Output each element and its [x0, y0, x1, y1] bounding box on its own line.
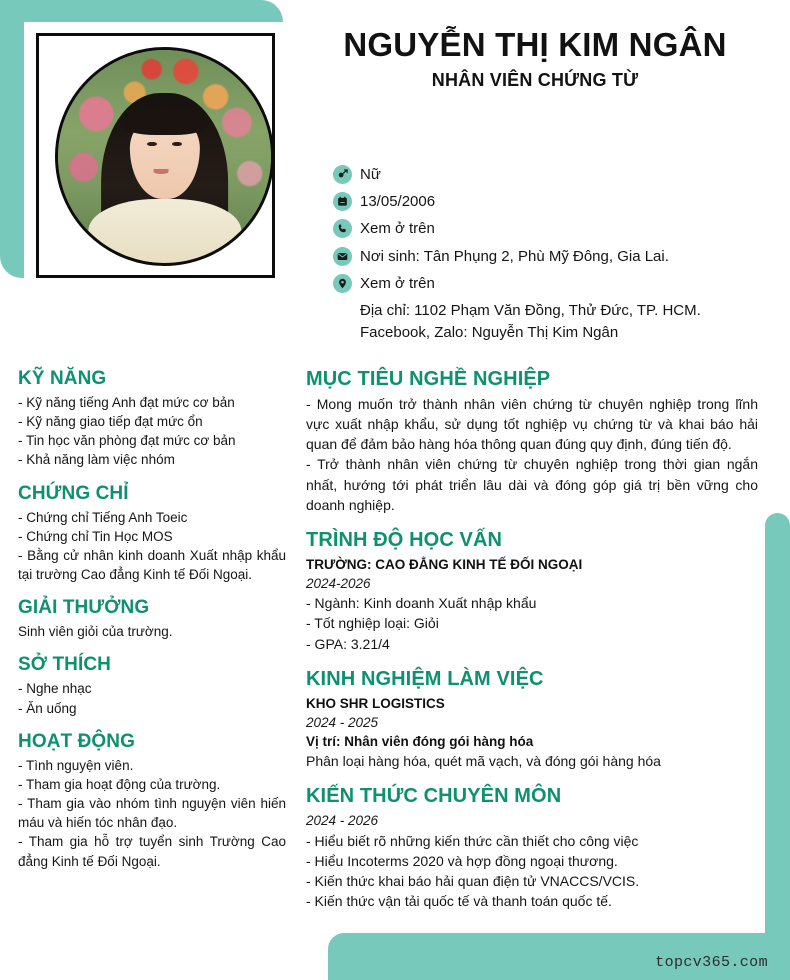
section-experience: [306, 668, 758, 772]
knowledge-item: - Kiến thức vận tải quốc tế và thanh toán quốc tế.: [306, 892, 612, 909]
location-icon: [333, 274, 352, 293]
section-objective: [306, 368, 758, 515]
section-skills: [18, 368, 286, 470]
activity-item: - Tham gia hỗ trợ tuyển sinh Trường Cao đẳng Kinh tế Đối Ngoại.: [18, 834, 286, 869]
experience-description: Phân loại hàng hóa, quét mã vạch, và đóng gói hàng hóa: [306, 753, 661, 770]
section-title-awards: GIẢI THƯỞNG: [18, 597, 150, 619]
contact-row-birthday: [333, 191, 773, 213]
certificate-item: - Chứng chỉ Tiếng Anh Toeic: [18, 509, 188, 525]
skill-item: - Kỹ năng tiếng Anh đạt mức cơ bản: [18, 395, 235, 410]
activity-item: - Tham gia hoạt động của trường.: [18, 776, 221, 792]
hobby-item: - Nghe nhạc: [18, 681, 92, 697]
section-title-objective: MỤC TIÊU NGHỀ NGHIỆP: [306, 368, 551, 390]
contact-birthplace-value: Nơi sinh: Tân Phụng 2, Phù Mỹ Đông, Gia Lai.: [360, 247, 669, 265]
award-item: Sinh viên giỏi của trường.: [18, 624, 173, 640]
skill-item: - Tin học văn phòng đạt mức cơ bản: [18, 433, 236, 449]
contact-row-location: [333, 273, 773, 295]
contact-email-value: Xem ở trên: [360, 274, 435, 292]
section-hobbies: [18, 654, 286, 717]
section-certificates: [18, 483, 286, 585]
contact-social-value: Facebook, Zalo: Nguyễn Thị Kim Ngân: [360, 324, 619, 342]
education-detail: - GPA: 3.21/4: [306, 635, 390, 652]
section-title-education: TRÌNH ĐỘ HỌC VẤN: [306, 528, 503, 551]
calendar-icon: [333, 192, 352, 211]
experience-position: Vị trí: Nhân viên đóng gói hàng hóa: [306, 734, 534, 750]
section-awards: [18, 597, 286, 641]
section-activities: [18, 731, 286, 871]
phone-icon: [333, 219, 352, 238]
activity-item: - Tham gia vào nhóm tình nguyện viên hiến máu và hiến tóc nhân đạo.: [18, 796, 286, 831]
decoration-right-teal-bar: [765, 513, 790, 933]
photo-eye-right: [172, 142, 182, 147]
education-detail: - Tốt nghiệp loại: Giỏi: [306, 615, 439, 632]
watermark-text: topcv365.com: [655, 954, 768, 971]
objective-paragraph: - Mong muốn trở thành nhân viên chứng từ chuyên nghiệp trong lĩnh vực xuất nhập khẩu, sử dụng tốt nghiệp vụ chứng từ và khai báo hải quan để đảm bảo hàng hóa thông quan đúng quy định, đúng tiến độ.: [306, 396, 758, 453]
education-detail: - Ngành: Kinh doanh Xuất nhập khẩu: [306, 595, 537, 612]
contact-row-gender: [333, 164, 773, 186]
gender-icon: [333, 165, 352, 184]
knowledge-item: - Hiểu Incoterms 2020 và hợp đồng ngoại thương.: [306, 852, 618, 869]
experience-company: KHO SHR LOGISTICS: [306, 695, 445, 711]
hobby-item: - Ăn uống: [18, 700, 77, 716]
email-icon: [333, 247, 352, 266]
skill-item: - Kỹ năng giao tiếp đạt mức ổn: [18, 414, 203, 430]
section-education: [306, 529, 758, 654]
contact-gender-value: Nữ: [360, 166, 381, 183]
objective-paragraph: - Trở thành nhân viên chứng từ chuyên nghiệp trong thời gian ngắn nhất, hướng tới phát triển lâu dài và đóng góp giá trị bền vững cho doanh nghiệp.: [306, 456, 758, 513]
knowledge-item: - Kiến thức khai báo hải quan điện tử VNACCS/VCIS.: [306, 872, 640, 889]
section-title-skills: KỸ NĂNG: [18, 368, 107, 389]
certificate-item: - Chứng chỉ Tin Học MOS: [18, 528, 173, 544]
section-title-knowledge: KIẾN THỨC CHUYÊN MÔN: [306, 785, 562, 808]
skill-item: - Khả năng làm việc nhóm: [18, 452, 175, 468]
section-knowledge: [306, 785, 758, 911]
photo-shirt: [88, 199, 241, 263]
profile-photo: [55, 47, 274, 266]
certificate-item: - Bằng cử nhân kinh doanh Xuất nhập khẩu tại trường Cao đẳng Kinh tế Đối Ngoại.: [18, 547, 286, 583]
experience-period: 2024 - 2025: [306, 714, 379, 730]
profile-photo-image: [58, 50, 271, 263]
section-title-hobbies: SỞ THÍCH: [18, 654, 112, 676]
contact-birthday-value: 13/05/2006: [360, 193, 436, 211]
right-column: [306, 368, 758, 925]
contact-row-phone: [333, 218, 773, 240]
left-column: [18, 368, 286, 884]
section-title-certificates: CHỨNG CHỈ: [18, 482, 129, 504]
activity-item: - Tình nguyện viên.: [18, 757, 134, 773]
candidate-job-title: NHÂN VIÊN CHỨNG TỪ: [431, 70, 639, 91]
header-block: [300, 26, 770, 91]
education-school: TRƯỜNG: CAO ĐẲNG KINH TẾ ĐỐI NGOẠI: [306, 556, 583, 572]
contact-list: [333, 164, 773, 344]
knowledge-period: 2024 - 2026: [306, 813, 379, 829]
contact-phone-value: Xem ở trên: [360, 220, 435, 238]
candidate-name: NGUYỄN THỊ KIM NGÂN: [343, 26, 727, 63]
knowledge-item: - Hiểu biết rõ những kiến thức cần thiết cho công việc: [306, 832, 639, 849]
education-period: 2024-2026: [306, 576, 371, 592]
contact-row-email: [333, 246, 773, 268]
section-title-experience: KINH NGHIỆM LÀM VIỆC: [306, 667, 544, 690]
section-title-activities: HOẠT ĐỘNG: [18, 730, 136, 752]
contact-address-value: Địa chỉ: 1102 Phạm Văn Đồng, Thử Đức, TP. HCM.: [360, 301, 701, 319]
